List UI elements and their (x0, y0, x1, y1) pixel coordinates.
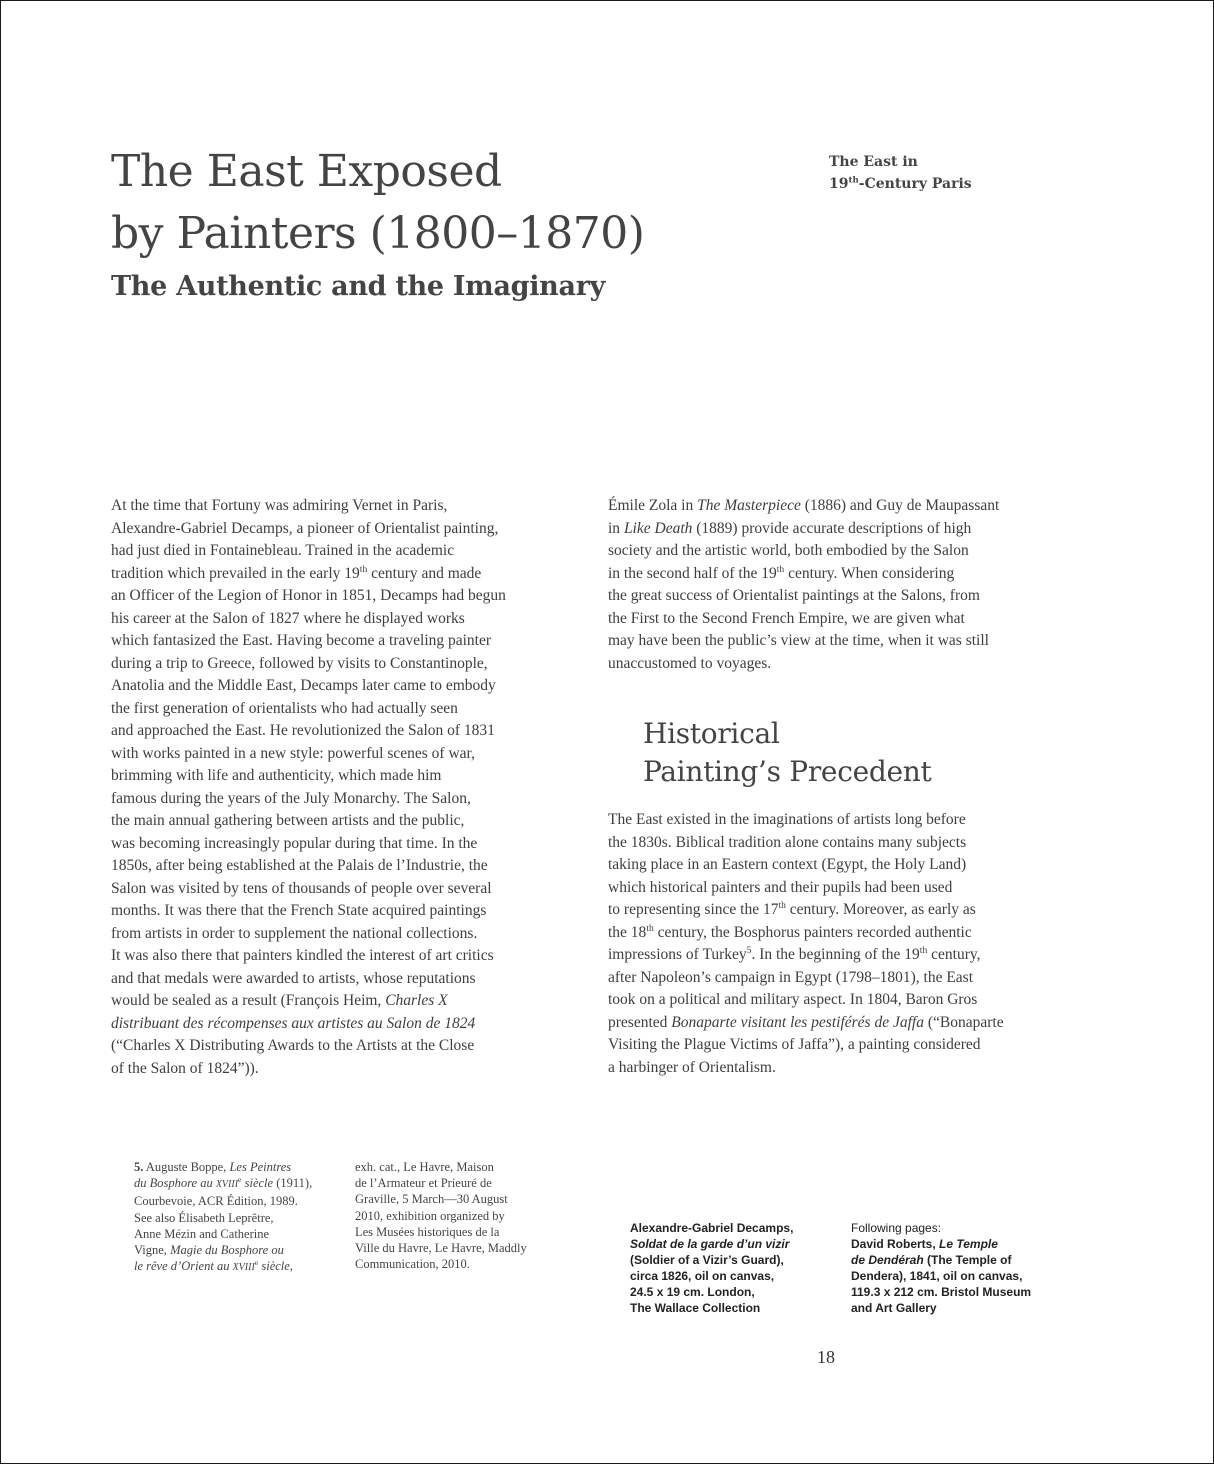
body-line: the great success of Orientalist paintings at the Salons, from (608, 587, 980, 604)
body-line: the main annual gathering between artists and the public, (111, 812, 465, 829)
title-line: by Painters (1800–1870) (111, 208, 645, 259)
body-line: in Like Death (1889) provide accurate descriptions of high (608, 519, 972, 537)
footnote-column-a (134, 1159, 344, 1276)
body-line: during a trip to Greece, followed by visits to Constantinople, (111, 654, 488, 672)
body-column-right-bottom (608, 809, 1058, 1079)
page-subtitle: The Authentic and the Imaginary (111, 271, 606, 302)
page-number: 18 (817, 1347, 835, 1367)
caption-line: 24.5 x 19 cm. London, (630, 1285, 755, 1299)
image-caption-left (630, 1220, 830, 1316)
title-line: The East Exposed (111, 146, 502, 197)
footnote-line: Ville du Havre, Le Havre, Maddly (355, 1241, 527, 1256)
footnote-line: du Bosphore au XVIIIe siècle (1911), (134, 1175, 313, 1191)
caption-line: (Soldier of a Vizir’s Guard), (630, 1253, 784, 1267)
footnote-line: Courbevoie, ACR Édition, 1989. (134, 1194, 298, 1209)
footnote-line: 2010, exhibition organized by (355, 1208, 505, 1223)
footnote-line: de l’Armateur et Prieuré de (355, 1176, 492, 1191)
body-line: At the time that Fortuny was admiring Vernet in Paris, (111, 497, 448, 514)
footnote-line: Les Musées historiques de la (355, 1224, 500, 1239)
footnote-column-b (355, 1159, 555, 1272)
body-line: had just died in Fontainebleau. Trained in the academic (111, 542, 455, 559)
body-line: and that medals were awarded to artists, whose reputations (111, 969, 476, 987)
body-line: in the second half of the 19th century. When considering (608, 563, 955, 582)
image-caption-right (851, 1220, 1051, 1316)
caption-line: 119.3 x 212 cm. Bristol Museum (851, 1285, 1032, 1299)
body-line: Émile Zola in The Masterpiece (1886) and Guy de Maupassant (608, 497, 1000, 514)
body-line: brimming with life and authenticity, which made him (111, 767, 442, 784)
body-line: took on a political and military aspect. In 1804, Baron Gros (608, 991, 978, 1008)
body-line: with works painted in a new style: powerful scenes of war, (111, 744, 475, 762)
body-line: months. It was there that the French State acquired paintings (111, 902, 487, 919)
caption-line: David Roberts, Le Temple (851, 1237, 998, 1251)
section-heading-line: Painting’s Precedent (643, 755, 932, 788)
footnote-line: Vigne, Magie du Bosphore ou (134, 1243, 284, 1258)
body-line: society and the artistic world, both embodied by the Salon (608, 542, 969, 559)
body-line: (“Charles X Distributing Awards to the Artists at the Close (111, 1037, 475, 1054)
footnote-line: Graville, 5 March—30 August (355, 1192, 508, 1207)
section-label-line: The East in (829, 154, 918, 170)
body-line: and approached the East. He revolutionized the Salon of 1831 (111, 722, 495, 739)
footnote-line: Communication, 2010. (355, 1257, 470, 1272)
body-line: the first generation of orientalists who had actually seen (111, 699, 458, 717)
caption-line: The Wallace Collection (630, 1301, 761, 1315)
caption-line: Dendera), 1841, oil on canvas, (851, 1269, 1023, 1283)
body-line: the 18th century, the Bosphorus painters recorded authentic (608, 922, 972, 941)
body-line: 1850s, after being established at the Palais de l’Industrie, the (111, 857, 488, 874)
body-line: Visiting the Plague Victims of Jaffa”), a painting considered (608, 1036, 981, 1053)
section-label (829, 151, 972, 195)
footnote-number: 5. (134, 1160, 144, 1174)
body-line: Anatolia and the Middle East, Decamps later came to embody (111, 677, 496, 694)
body-line: was becoming increasingly popular during that time. In the (111, 834, 478, 852)
body-line: distribuant des récompenses aux artistes au Salon de 1824 (111, 1014, 476, 1032)
section-heading (643, 715, 931, 791)
caption-line: Soldat de la garde d’un vizir (630, 1237, 790, 1251)
caption-line: Following pages: (851, 1221, 942, 1235)
body-column-left (111, 495, 561, 1080)
caption-line: and Art Gallery (851, 1301, 937, 1315)
body-line: Alexandre-Gabriel Decamps, a pioneer of Orientalist painting, (111, 519, 499, 537)
body-line: which fantasized the East. Having become a traveling painter (111, 632, 492, 649)
body-line: taking place in an Eastern context (Egypt, the Holy Land) (608, 856, 967, 873)
body-line: The East existed in the imaginations of artists long before (608, 811, 966, 828)
body-line: a harbinger of Orientalism. (608, 1058, 776, 1076)
body-line: the First to the Second French Empire, we are given what (608, 609, 965, 627)
page-title (111, 141, 644, 265)
caption-line: circa 1826, oil on canvas, (630, 1269, 775, 1283)
caption-line: Alexandre-Gabriel Decamps, (630, 1221, 794, 1235)
footnote-ref: 5 (746, 944, 752, 956)
footnote-line: 5. Auguste Boppe, Les Peintres (134, 1160, 292, 1174)
body-line: which historical painters and their pupils had been used (608, 878, 953, 896)
body-line: tradition which prevailed in the early 19th century and made (111, 563, 482, 582)
body-line: unaccustomed to voyages. (608, 654, 772, 672)
caption-line: de Dendérah (The Temple of (851, 1253, 1012, 1267)
body-line: impressions of Turkey$^5$. In the beginning of the 19th century, (608, 944, 981, 963)
body-line: from artists in order to supplement the national collections. (111, 924, 478, 942)
section-heading-line: Historical (643, 717, 780, 750)
body-line: of the Salon of 1824”)). (111, 1059, 259, 1077)
body-line: the 1830s. Biblical tradition alone contains many subjects (608, 833, 967, 851)
footnote-line: le rêve d’Orient au XVIIIe siècle, (134, 1258, 293, 1274)
body-line: It was also there that painters kindled the interest of art critics (111, 947, 494, 964)
body-line: his career at the Salon of 1827 where he displayed works (111, 609, 465, 627)
footnote-line: exh. cat., Le Havre, Maison (355, 1160, 494, 1174)
body-line: famous during the years of the July Monarchy. The Salon, (111, 789, 471, 807)
body-line: presented Bonaparte visitant les pestiférés de Jaffa (“Bonaparte (608, 1013, 1004, 1031)
body-line: after Napoleon’s campaign in Egypt (1798–1801), the East (608, 968, 974, 986)
body-line: to representing since the 17th century. Moreover, as early as (608, 899, 976, 918)
body-line: may have been the public’s view at the time, when it was still (608, 632, 989, 649)
body-line: an Officer of the Legion of Honor in 1851, Decamps had begun (111, 587, 506, 604)
footnote-line: Anne Mézin and Catherine (134, 1226, 270, 1241)
footnote-line: See also Élisabeth Leprêtre, (134, 1210, 274, 1225)
body-line: Salon was visited by tens of thousands of people over several (111, 879, 492, 897)
section-label-line: 19th-Century Paris (829, 175, 972, 192)
body-column-right-top (608, 495, 1058, 675)
body-line: would be sealed as a result (François Heim, Charles X (111, 992, 448, 1009)
